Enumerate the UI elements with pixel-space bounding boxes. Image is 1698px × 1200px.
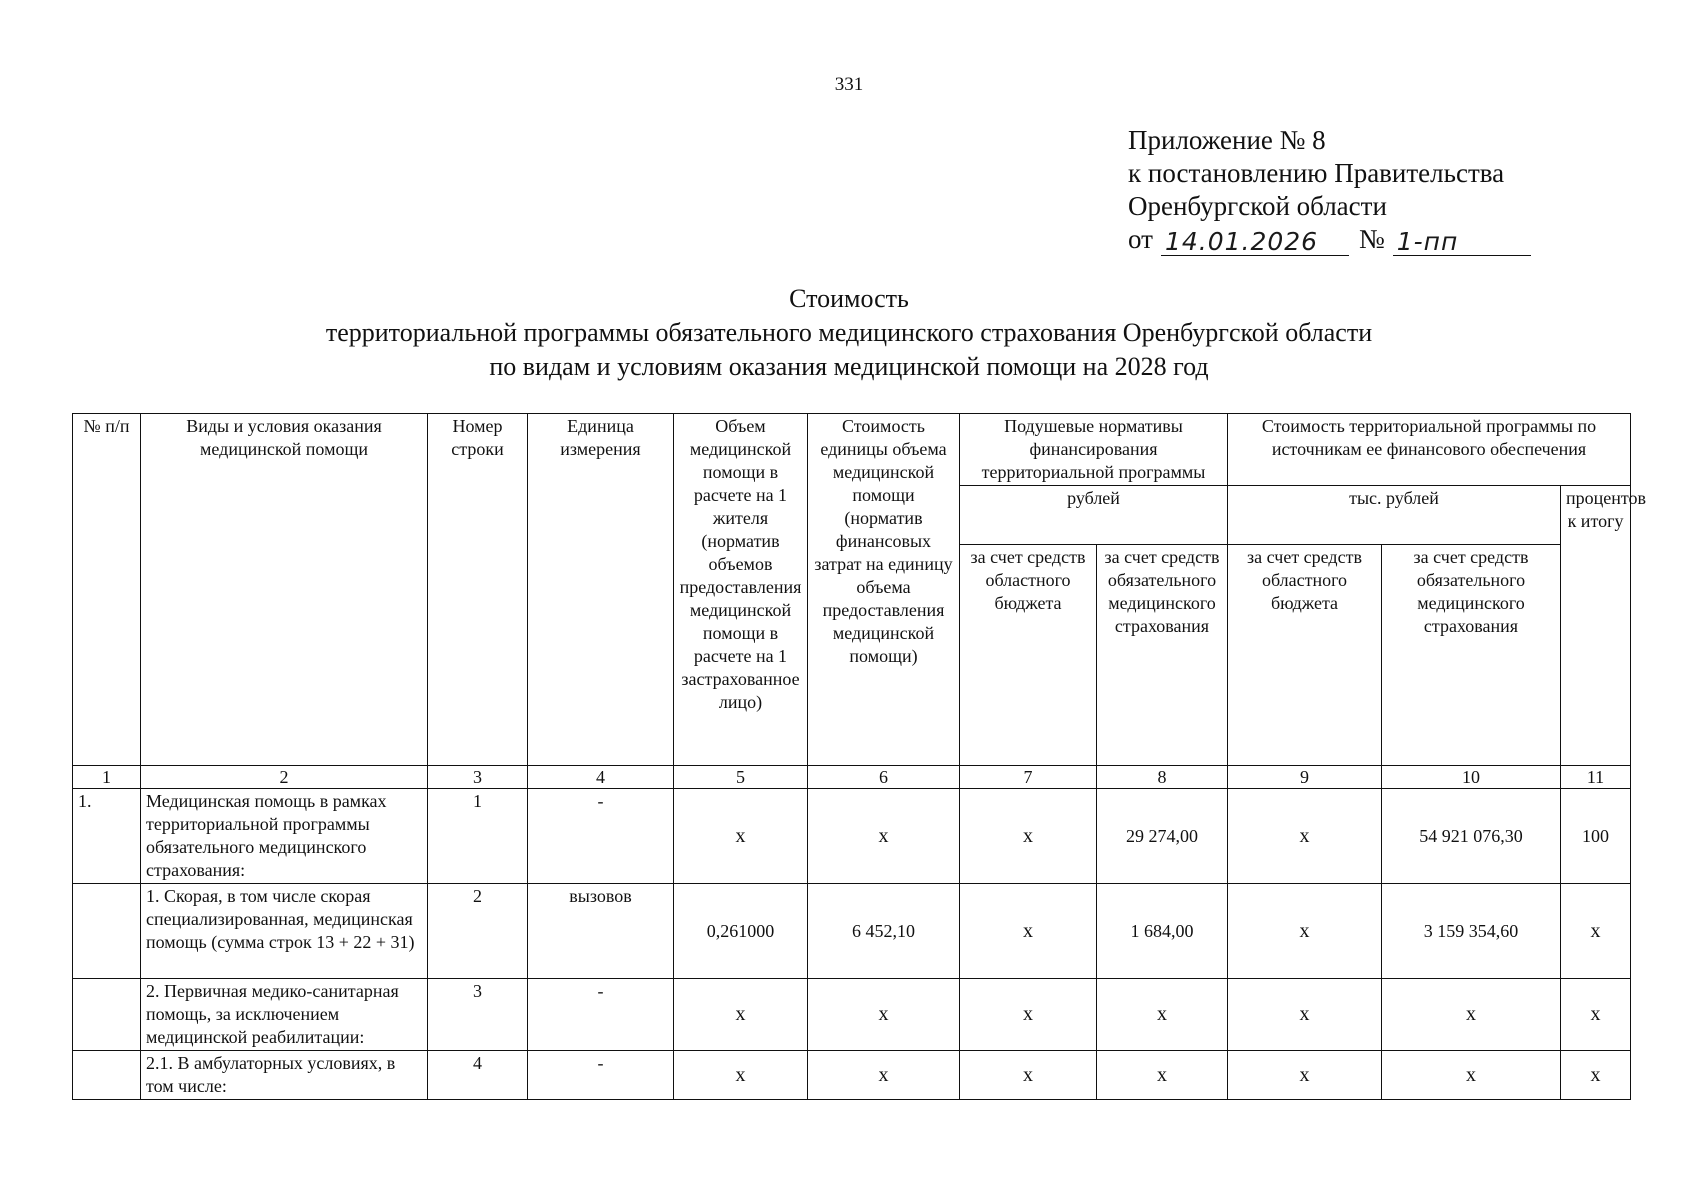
column-number: 6 bbox=[808, 766, 960, 789]
number-label: № bbox=[1358, 224, 1385, 254]
column-number: 8 bbox=[1097, 766, 1228, 789]
row-unit: - bbox=[528, 979, 674, 1051]
row-name: 2. Первичная медико-санитарная помощь, за исключением медицинской реабилитации: bbox=[141, 979, 428, 1051]
column-number-row bbox=[73, 766, 1631, 789]
row-unit-cost: 6 452,10 bbox=[808, 884, 960, 979]
title-line-2: территориальной программы обязательного медицинского страхования Оренбургской области bbox=[325, 318, 1373, 347]
row-volume: х bbox=[674, 789, 808, 884]
appendix-line-1: Приложение № 8 bbox=[1128, 125, 1326, 155]
row-per-capita-budget: х bbox=[960, 884, 1097, 979]
header-cost-oms: за счет средств обязательного медицинского страхования bbox=[1382, 545, 1561, 766]
row-num bbox=[73, 979, 141, 1051]
row-percent: х bbox=[1561, 979, 1631, 1051]
header-row-1 bbox=[73, 414, 1631, 486]
row-line: 3 bbox=[428, 979, 528, 1051]
header-line: Номер строки bbox=[428, 414, 528, 766]
header-kind: Виды и условия оказания медицинской помощи bbox=[141, 414, 428, 766]
table-row bbox=[73, 1051, 1631, 1100]
header-percent: процентов к итогу bbox=[1561, 486, 1631, 766]
row-cost-budget: х bbox=[1228, 884, 1382, 979]
column-number: 4 bbox=[528, 766, 674, 789]
cost-table bbox=[72, 413, 1647, 1100]
title-line-3: по видам и условиям оказания медицинской помощи на 2028 год bbox=[489, 352, 1209, 381]
page-number: 331 bbox=[834, 74, 864, 95]
table-row bbox=[73, 884, 1631, 979]
table-row bbox=[73, 789, 1631, 884]
header-rubles: рублей bbox=[960, 486, 1228, 545]
header-unit-cost: Стоимость единицы объема медицинской помощи (норматив финансовых затрат на единицу объема предоставления медицинской помощи) bbox=[808, 414, 960, 766]
appendix-date-line bbox=[1128, 223, 1531, 256]
appendix-line-3: Оренбургской области bbox=[1128, 191, 1387, 221]
row-per-capita-budget: х bbox=[960, 1051, 1097, 1100]
row-cost-budget: х bbox=[1228, 1051, 1382, 1100]
row-per-capita-oms: 1 684,00 bbox=[1097, 884, 1228, 979]
appendix-block bbox=[1128, 124, 1531, 256]
row-volume: 0,261000 bbox=[674, 884, 808, 979]
column-number: 3 bbox=[428, 766, 528, 789]
header-num: № п/п bbox=[73, 414, 141, 766]
row-unit: - bbox=[528, 789, 674, 884]
row-line: 1 bbox=[428, 789, 528, 884]
row-cost-oms: х bbox=[1382, 979, 1561, 1051]
row-per-capita-oms: 29 274,00 bbox=[1097, 789, 1228, 884]
header-volume: Объем медицинской помощи в расчете на 1 жителя (норматив объемов предоставления медицинской помощи в расчете на 1 застрахованное лицо) bbox=[674, 414, 808, 766]
column-number: 9 bbox=[1228, 766, 1382, 789]
row-unit: вызовов bbox=[528, 884, 674, 979]
handwritten-date: 14.01.2026 bbox=[1161, 229, 1349, 256]
row-per-capita-budget: х bbox=[960, 979, 1097, 1051]
header-per-capita: Подушевые нормативы финансирования территориальной программы bbox=[960, 414, 1228, 486]
row-unit: - bbox=[528, 1051, 674, 1100]
row-num: 1. bbox=[73, 789, 141, 884]
row-per-capita-budget: х bbox=[960, 789, 1097, 884]
row-cost-budget: х bbox=[1228, 979, 1382, 1051]
row-volume: х bbox=[674, 1051, 808, 1100]
appendix-line-2: к постановлению Правительства bbox=[1128, 158, 1505, 188]
row-cost-oms: 3 159 354,60 bbox=[1382, 884, 1561, 979]
header-per-capita-oms: за счет средств обязательного медицинского страхования bbox=[1097, 545, 1228, 766]
header-per-capita-budget: за счет средств областного бюджета bbox=[960, 545, 1097, 766]
row-name: Медицинская помощь в рамках территориальной программы обязательного медицинского страхования: bbox=[141, 789, 428, 884]
document-title bbox=[0, 282, 1698, 384]
title-line-1: Стоимость bbox=[789, 284, 909, 313]
column-number: 1 bbox=[73, 766, 141, 789]
row-name: 1. Скорая, в том числе скорая специализированная, медицинская помощь (сумма строк 13 + 22 + 31) bbox=[141, 884, 428, 979]
row-name: 2.1. В амбулаторных условиях, в том числе: bbox=[141, 1051, 428, 1100]
header-cost-budget: за счет средств областного бюджета bbox=[1228, 545, 1382, 766]
handwritten-number: 1-пп bbox=[1393, 229, 1531, 256]
row-per-capita-oms: х bbox=[1097, 1051, 1228, 1100]
column-number: 7 bbox=[960, 766, 1097, 789]
row-num bbox=[73, 1051, 141, 1100]
row-per-capita-oms: х bbox=[1097, 979, 1228, 1051]
row-volume: х bbox=[674, 979, 808, 1051]
row-cost-oms: 54 921 076,30 bbox=[1382, 789, 1561, 884]
from-label: от bbox=[1128, 224, 1153, 254]
column-number: 2 bbox=[141, 766, 428, 789]
column-number: 11 bbox=[1561, 766, 1631, 789]
row-line: 2 bbox=[428, 884, 528, 979]
row-unit-cost: х bbox=[808, 1051, 960, 1100]
column-number: 10 bbox=[1382, 766, 1561, 789]
row-line: 4 bbox=[428, 1051, 528, 1100]
row-cost-oms: х bbox=[1382, 1051, 1561, 1100]
row-unit-cost: х bbox=[808, 979, 960, 1051]
table-row bbox=[73, 979, 1631, 1051]
row-cost-budget: х bbox=[1228, 789, 1382, 884]
row-percent: х bbox=[1561, 1051, 1631, 1100]
column-number: 5 bbox=[674, 766, 808, 789]
header-thousand-rubles: тыс. рублей bbox=[1228, 486, 1561, 545]
header-unit: Единица измерения bbox=[528, 414, 674, 766]
header-cost-sources: Стоимость территориальной программы по источникам ее финансового обеспечения bbox=[1228, 414, 1631, 486]
row-percent: х bbox=[1561, 884, 1631, 979]
row-unit-cost: х bbox=[808, 789, 960, 884]
row-num bbox=[73, 884, 141, 979]
row-percent: 100 bbox=[1561, 789, 1631, 884]
